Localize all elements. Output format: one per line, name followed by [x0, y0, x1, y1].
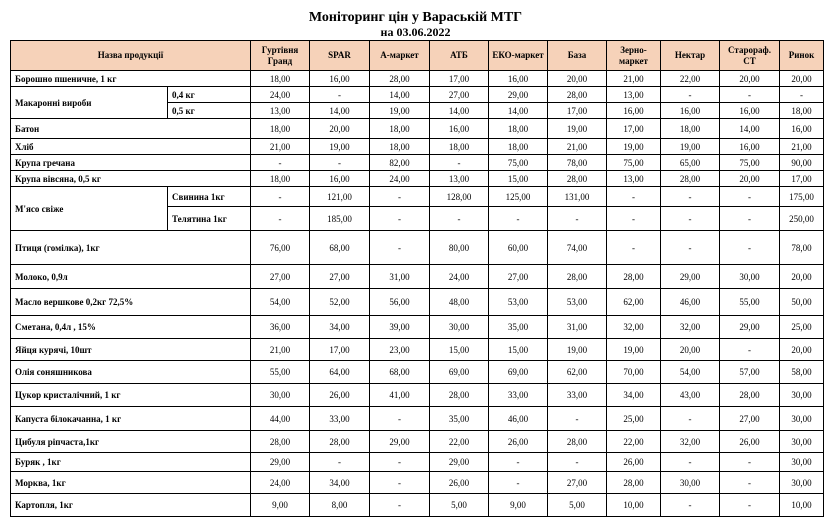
price-cell: 16,00: [430, 119, 489, 139]
price-cell: 28,00: [607, 265, 661, 289]
price-cell: 35,00: [489, 316, 548, 339]
product-variant: Свинина 1кг: [168, 187, 251, 207]
product-name: Хліб: [11, 139, 251, 155]
table-row: [11, 384, 824, 407]
table-row: [11, 139, 824, 155]
price-cell: 18,00: [489, 139, 548, 155]
price-cell: 28,00: [661, 171, 720, 187]
price-cell: 57,00: [720, 361, 780, 384]
price-cell: 22,00: [661, 71, 720, 87]
price-cell: 30,00: [780, 453, 824, 472]
price-cell: 32,00: [661, 316, 720, 339]
price-cell: 250,00: [780, 207, 824, 231]
col-header-product: Назва продукції: [11, 41, 251, 71]
product-name: Макаронні вироби: [11, 87, 168, 119]
price-cell: 25,00: [607, 407, 661, 431]
price-cell: 55,00: [251, 361, 310, 384]
price-cell: 30,00: [780, 407, 824, 431]
price-cell: 5,00: [430, 494, 489, 517]
price-cell: -: [489, 472, 548, 494]
price-cell: 19,00: [661, 139, 720, 155]
product-name: Крупа вівсяна, 0,5 кг: [11, 171, 251, 187]
col-header-nektar: Нектар: [661, 41, 720, 71]
price-cell: 55,00: [720, 289, 780, 316]
price-cell: 34,00: [310, 316, 370, 339]
price-cell: 28,00: [548, 431, 607, 453]
price-cell: -: [370, 407, 430, 431]
table-row: [11, 453, 824, 472]
table-row: [11, 71, 824, 87]
price-cell: -: [251, 155, 310, 171]
price-cell: 13,00: [607, 87, 661, 103]
price-cell: 16,00: [661, 103, 720, 119]
price-cell: 13,00: [430, 171, 489, 187]
price-cell: 27,00: [251, 265, 310, 289]
price-cell: 70,00: [607, 361, 661, 384]
price-cell: 80,00: [430, 231, 489, 265]
price-cell: 16,00: [489, 71, 548, 87]
product-name: Крупа гречана: [11, 155, 251, 171]
product-name: Батон: [11, 119, 251, 139]
price-cell: 60,00: [489, 231, 548, 265]
price-cell: 35,00: [430, 407, 489, 431]
price-cell: -: [489, 453, 548, 472]
price-cell: 20,00: [780, 339, 824, 361]
price-cell: 30,00: [720, 265, 780, 289]
col-header-zerno-market: Зерно-маркет: [607, 41, 661, 71]
price-cell: 27,00: [430, 87, 489, 103]
product-name: Цукор кристалічний, 1 кг: [11, 384, 251, 407]
price-cell: 16,00: [780, 119, 824, 139]
price-cell: 26,00: [430, 472, 489, 494]
price-cell: 16,00: [720, 103, 780, 119]
table-row: [11, 339, 824, 361]
price-cell: -: [720, 494, 780, 517]
header-row: [11, 41, 824, 71]
col-header-spar: SPAR: [310, 41, 370, 71]
price-cell: 54,00: [251, 289, 310, 316]
product-variant: 0,4 кг: [168, 87, 251, 103]
price-cell: 90,00: [780, 155, 824, 171]
price-cell: 16,00: [310, 71, 370, 87]
product-name: Масло вершкове 0,2кг 72,5%: [11, 289, 251, 316]
table-row: [11, 187, 824, 207]
price-cell: 21,00: [251, 139, 310, 155]
table-row: [11, 119, 824, 139]
price-cell: -: [661, 187, 720, 207]
price-cell: -: [370, 187, 430, 207]
col-header-baza: База: [548, 41, 607, 71]
table-row: [11, 494, 824, 517]
price-cell: 15,00: [430, 339, 489, 361]
table-row: [11, 171, 824, 187]
price-cell: 74,00: [548, 231, 607, 265]
price-cell: 9,00: [489, 494, 548, 517]
table-row: [11, 431, 824, 453]
price-cell: 17,00: [780, 171, 824, 187]
price-cell: 15,00: [489, 339, 548, 361]
price-cell: -: [370, 207, 430, 231]
table-row: [11, 289, 824, 316]
price-cell: 18,00: [251, 119, 310, 139]
price-cell: 10,00: [780, 494, 824, 517]
product-name: Буряк , 1кг: [11, 453, 251, 472]
price-cell: -: [607, 231, 661, 265]
price-cell: 20,00: [310, 119, 370, 139]
price-cell: 16,00: [720, 139, 780, 155]
price-cell: 24,00: [430, 265, 489, 289]
price-cell: -: [548, 407, 607, 431]
product-name: Капуста білокачанна, 1 кг: [11, 407, 251, 431]
price-cell: 16,00: [607, 103, 661, 119]
price-cell: 20,00: [720, 71, 780, 87]
price-cell: 28,00: [370, 71, 430, 87]
price-cell: 25,00: [780, 316, 824, 339]
product-name: Сметана, 0,4л , 15%: [11, 316, 251, 339]
price-cell: -: [720, 231, 780, 265]
price-cell: -: [370, 453, 430, 472]
col-header-atb: АТБ: [430, 41, 489, 71]
table-row: [11, 231, 824, 265]
price-cell: 18,00: [370, 119, 430, 139]
price-cell: 17,00: [548, 103, 607, 119]
price-cell: 21,00: [607, 71, 661, 87]
price-cell: 19,00: [607, 339, 661, 361]
price-cell: -: [310, 453, 370, 472]
price-cell: 28,00: [607, 472, 661, 494]
price-cell: 28,00: [310, 431, 370, 453]
price-cell: -: [370, 494, 430, 517]
price-cell: 29,00: [251, 453, 310, 472]
price-cell: 28,00: [720, 384, 780, 407]
product-name: Птиця (гомілка), 1кг: [11, 231, 251, 265]
price-cell: 17,00: [310, 339, 370, 361]
price-cell: 78,00: [780, 231, 824, 265]
product-name: Олія соняшникова: [11, 361, 251, 384]
price-cell: 18,00: [251, 171, 310, 187]
price-cell: 22,00: [430, 431, 489, 453]
price-cell: -: [720, 472, 780, 494]
price-cell: 14,00: [310, 103, 370, 119]
price-cell: 19,00: [548, 119, 607, 139]
price-cell: -: [720, 453, 780, 472]
page-title: Моніторинг цін у Вараській МТГ: [308, 10, 523, 25]
price-cell: 26,00: [607, 453, 661, 472]
price-cell: 27,00: [720, 407, 780, 431]
table-row: [11, 316, 824, 339]
price-cell: 27,00: [310, 265, 370, 289]
price-cell: 27,00: [489, 265, 548, 289]
price-cell: 14,00: [720, 119, 780, 139]
price-cell: 32,00: [607, 316, 661, 339]
price-cell: 30,00: [780, 384, 824, 407]
price-cell: 29,00: [370, 431, 430, 453]
price-cell: 33,00: [548, 384, 607, 407]
price-cell: 19,00: [548, 339, 607, 361]
price-cell: 18,00: [370, 139, 430, 155]
price-cell: 10,00: [607, 494, 661, 517]
table-row: [11, 265, 824, 289]
price-cell: 18,00: [489, 119, 548, 139]
price-cell: 58,00: [780, 361, 824, 384]
price-cell: 24,00: [251, 472, 310, 494]
price-cell: -: [370, 472, 430, 494]
price-cell: 50,00: [780, 289, 824, 316]
price-cell: 29,00: [430, 453, 489, 472]
price-table: [10, 40, 824, 517]
price-cell: 19,00: [607, 139, 661, 155]
price-cell: 64,00: [310, 361, 370, 384]
price-cell: -: [661, 453, 720, 472]
price-cell: 8,00: [310, 494, 370, 517]
table-row: [11, 155, 824, 171]
price-cell: 175,00: [780, 187, 824, 207]
price-cell: 82,00: [370, 155, 430, 171]
price-cell: 31,00: [370, 265, 430, 289]
price-cell: 121,00: [310, 187, 370, 207]
price-cell: -: [548, 453, 607, 472]
price-cell: 33,00: [310, 407, 370, 431]
price-cell: 21,00: [780, 139, 824, 155]
price-cell: -: [661, 87, 720, 103]
price-cell: 46,00: [661, 289, 720, 316]
price-cell: 54,00: [661, 361, 720, 384]
price-cell: 48,00: [430, 289, 489, 316]
price-cell: 9,00: [251, 494, 310, 517]
price-cell: 17,00: [430, 71, 489, 87]
price-cell: 17,00: [607, 119, 661, 139]
price-cell: 30,00: [430, 316, 489, 339]
price-cell: 68,00: [370, 361, 430, 384]
price-cell: 131,00: [548, 187, 607, 207]
price-cell: 20,00: [720, 171, 780, 187]
product-variant: Телятина 1кг: [168, 207, 251, 231]
product-name: Цибуля ріпчаста,1кг: [11, 431, 251, 453]
product-variant: 0,5 кг: [168, 103, 251, 119]
price-cell: 15,00: [489, 171, 548, 187]
price-cell: 52,00: [310, 289, 370, 316]
price-cell: 39,00: [370, 316, 430, 339]
price-cell: 22,00: [607, 431, 661, 453]
price-cell: -: [780, 87, 824, 103]
price-cell: 28,00: [548, 87, 607, 103]
price-cell: 34,00: [607, 384, 661, 407]
price-cell: 78,00: [548, 155, 607, 171]
price-cell: 68,00: [310, 231, 370, 265]
table-row: [11, 472, 824, 494]
price-cell: 14,00: [370, 87, 430, 103]
price-cell: 13,00: [251, 103, 310, 119]
price-cell: -: [310, 87, 370, 103]
price-cell: 128,00: [430, 187, 489, 207]
price-cell: 14,00: [489, 103, 548, 119]
price-cell: -: [720, 187, 780, 207]
price-cell: 30,00: [780, 472, 824, 494]
price-cell: 13,00: [607, 171, 661, 187]
price-cell: 41,00: [370, 384, 430, 407]
table-row: [11, 361, 824, 384]
col-header-staroraf: Старораф. СТ: [720, 41, 780, 71]
col-header-rynok: Ринок: [780, 41, 824, 71]
price-cell: 29,00: [489, 87, 548, 103]
price-cell: -: [720, 339, 780, 361]
price-cell: 20,00: [780, 265, 824, 289]
price-cell: 5,00: [548, 494, 607, 517]
price-cell: 69,00: [489, 361, 548, 384]
price-cell: 24,00: [251, 87, 310, 103]
price-cell: 65,00: [661, 155, 720, 171]
price-cell: -: [720, 207, 780, 231]
price-cell: 26,00: [489, 431, 548, 453]
price-cell: 36,00: [251, 316, 310, 339]
col-header-eko-market: ЕКО-маркет: [489, 41, 548, 71]
product-name: Морква, 1кг: [11, 472, 251, 494]
price-cell: -: [489, 207, 548, 231]
price-cell: -: [310, 155, 370, 171]
price-cell: 62,00: [607, 289, 661, 316]
product-name: М'ясо свіже: [11, 187, 168, 231]
price-cell: -: [661, 207, 720, 231]
price-cell: -: [661, 494, 720, 517]
price-cell: 53,00: [489, 289, 548, 316]
price-cell: -: [251, 187, 310, 207]
col-header-a-market: А-маркет: [370, 41, 430, 71]
price-cell: -: [548, 207, 607, 231]
price-cell: 29,00: [661, 265, 720, 289]
price-cell: 27,00: [548, 472, 607, 494]
product-name: Молоко, 0,9л: [11, 265, 251, 289]
price-cell: 125,00: [489, 187, 548, 207]
price-cell: 75,00: [720, 155, 780, 171]
price-cell: 75,00: [489, 155, 548, 171]
price-cell: 34,00: [310, 472, 370, 494]
price-cell: 26,00: [720, 431, 780, 453]
price-cell: 23,00: [370, 339, 430, 361]
price-cell: 28,00: [548, 171, 607, 187]
price-cell: 53,00: [548, 289, 607, 316]
price-cell: 19,00: [310, 139, 370, 155]
price-cell: 21,00: [548, 139, 607, 155]
price-cell: 43,00: [661, 384, 720, 407]
price-cell: 18,00: [780, 103, 824, 119]
price-cell: 46,00: [489, 407, 548, 431]
price-cell: 20,00: [661, 339, 720, 361]
product-name: Картопля, 1кг: [11, 494, 251, 517]
product-name: Борошно пшеничне, 1 кг: [11, 71, 251, 87]
price-cell: 185,00: [310, 207, 370, 231]
price-cell: -: [661, 407, 720, 431]
price-cell: 62,00: [548, 361, 607, 384]
price-cell: 30,00: [661, 472, 720, 494]
price-cell: 32,00: [661, 431, 720, 453]
price-cell: -: [607, 207, 661, 231]
price-cell: 33,00: [489, 384, 548, 407]
price-cell: -: [430, 155, 489, 171]
price-cell: 28,00: [430, 384, 489, 407]
price-cell: 24,00: [370, 171, 430, 187]
price-cell: -: [430, 207, 489, 231]
price-cell: -: [251, 207, 310, 231]
price-cell: 16,00: [310, 171, 370, 187]
table-row: [11, 407, 824, 431]
price-cell: 30,00: [251, 384, 310, 407]
price-cell: 44,00: [251, 407, 310, 431]
col-header-grand: Гуртівня Гранд: [251, 41, 310, 71]
price-cell: 21,00: [251, 339, 310, 361]
price-cell: -: [370, 231, 430, 265]
price-cell: 20,00: [780, 71, 824, 87]
price-cell: 26,00: [310, 384, 370, 407]
product-name: Яйця курячі, 10шт: [11, 339, 251, 361]
price-cell: 18,00: [661, 119, 720, 139]
price-cell: -: [607, 187, 661, 207]
price-cell: 19,00: [370, 103, 430, 119]
price-cell: 18,00: [251, 71, 310, 87]
price-cell: 18,00: [430, 139, 489, 155]
price-cell: 76,00: [251, 231, 310, 265]
price-cell: 30,00: [780, 431, 824, 453]
price-cell: 28,00: [251, 431, 310, 453]
price-cell: 20,00: [548, 71, 607, 87]
page-date: на 03.06.2022: [380, 25, 451, 39]
price-cell: 75,00: [607, 155, 661, 171]
price-cell: 56,00: [370, 289, 430, 316]
price-cell: -: [720, 87, 780, 103]
price-cell: 31,00: [548, 316, 607, 339]
price-cell: 29,00: [720, 316, 780, 339]
price-cell: 69,00: [430, 361, 489, 384]
price-cell: -: [661, 231, 720, 265]
price-cell: 14,00: [430, 103, 489, 119]
price-cell: 28,00: [548, 265, 607, 289]
table-row: [11, 87, 824, 103]
